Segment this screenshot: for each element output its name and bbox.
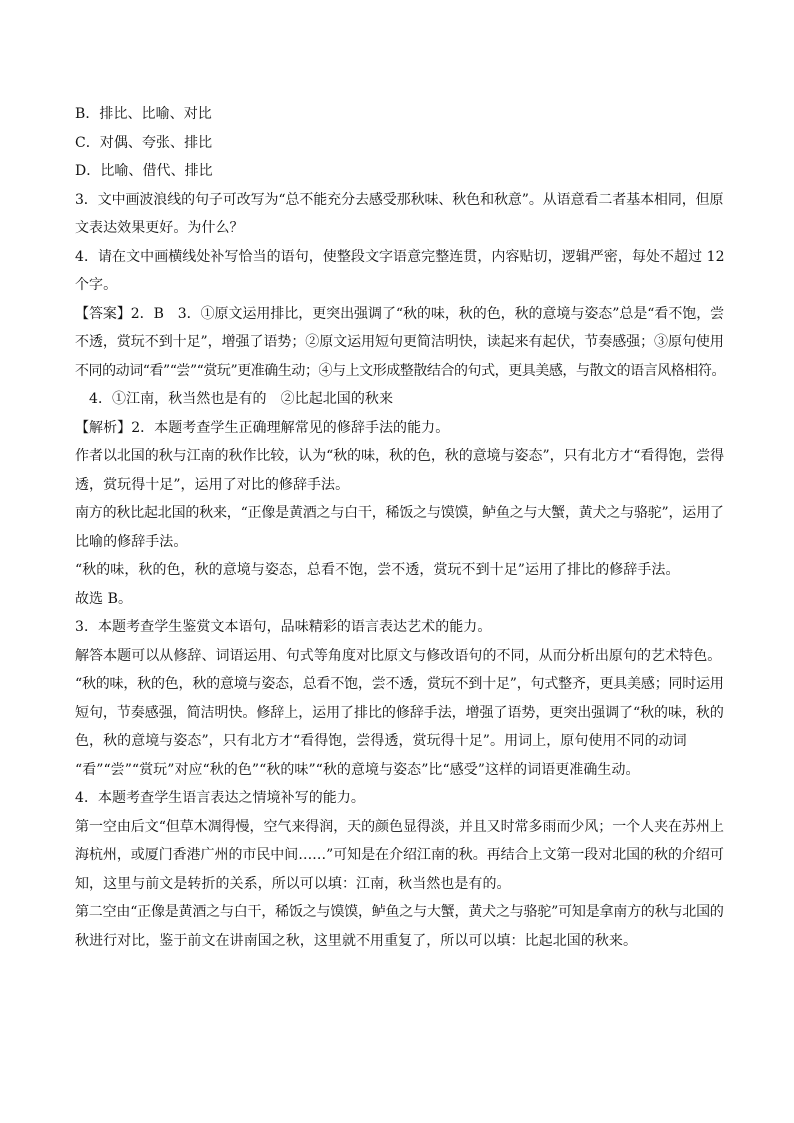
option-d: D．比喻、借代、排比 (75, 163, 213, 179)
analysis-line-11: 短句，节奏感强，简洁明快。修辞上，运用了排比的修辞手法，增强了语势，更突出强调了“秋的味，秋的 (75, 704, 724, 721)
analysis-line-16: 海杭州，或厦门香港广州的市民中间……”可知是在介绍江南的秋。再结合上文第一段对北国的秋的介绍可 (75, 847, 724, 863)
analysis-line-8: 3．本题考查学生鉴赏文本语句，品味精彩的语言表达艺术的能力。 (75, 619, 492, 635)
answer-line-2: 不透，赏玩不到十足”，增强了语势；②原文运用短句更简洁明快，读起来有起伏，节奏感强；③原句使用 (75, 334, 724, 350)
analysis-line-3: 透，赏玩得十足”，运用了对比的修辞手法。 (75, 476, 350, 493)
analysis-line-15: 第一空由后文“但草木凋得慢，空气来得润，天的颜色显得淡，并且又时常多雨而少风；一个人夹在苏州上 (75, 818, 724, 835)
option-c: C．对偶、夸张、排比 (75, 134, 213, 151)
analysis-line-17: 知，这里与前文是转折的关系，所以可以填：江南，秋当然也是有的。 (75, 875, 511, 892)
answer-line-1: 【答案】2．B 3．①原文运用排比，更突出强调了“秋的味，秋的色，秋的意境与姿态”总是“看不饱，尝 (75, 305, 725, 322)
analysis-line-19: 秋进行对比，鉴于前文在讲南国之秋，这里就不用重复了，所以可以填：比起北国的秋来。 (75, 932, 637, 949)
analysis-line-13: “看”“尝”“赏玩”对应“秋的色”“秋的味”“秋的意境与姿态”比“感受”这样的词语更准确生动。 (75, 761, 640, 778)
analysis-line-6: “秋的味，秋的色，秋的意境与姿态，总看不饱，尝不透，赏玩不到十足”运用了排比的修辞手法。 (75, 562, 680, 578)
analysis-line-4: 南方的秋比起北国的秋来，“正像是黄酒之与白干，稀饭之与馍馍，鲈鱼之与大蟹，黄犬之与骆驼”，运用了 (75, 505, 724, 521)
question-3-line-1: 3．文中画波浪线的句子可改写为“总不能充分去感受那秋味、秋色和秋意”。从语意看二者基本相同，但原 (75, 191, 724, 208)
analysis-line-9: 解答本题可以从修辞、词语运用、句式等角度对比原文与修改语句的不同，从而分析出原句的艺术特色。 (75, 647, 722, 664)
answer-line-3: 不同的动词“看”“尝”“赏玩”更准确生动；④与上文形成整散结合的句式，更具美感，与散文的语言风格相符。 (75, 362, 725, 379)
analysis-line-14: 4．本题考查学生语言表达之情境补写的能力。 (75, 790, 365, 806)
analysis-line-18: 第二空由“正像是黄酒之与白干，稀饭之与馍馍，鲈鱼之与大蟹，黄犬之与骆驼”可知是拿南方的秋与北国的 (75, 904, 724, 920)
analysis-line-10: “秋的味，秋的色，秋的意境与姿态，总看不饱，尝不透，赏玩不到十足”，句式整齐，更具美感；同时运用 (75, 676, 724, 692)
option-b: B．排比、比喻、对比 (75, 106, 212, 122)
analysis-line-7: 故选 B。 (75, 590, 132, 607)
question-3-line-2: 文表达效果更好。为什么？ (75, 220, 244, 236)
analysis-line-1: 【解析】2．本题考查学生正确理解常见的修辞手法的能力。 (75, 419, 450, 436)
question-4-line-1: 4．请在文中画横线处补写恰当的语句，使整段文字语意完整连贯，内容贴切，逻辑严密，每处不超过 12 (75, 248, 725, 265)
answer-line-4: 4．①江南，秋当然也是有的 ②比起北国的秋来 (89, 391, 394, 407)
question-4-line-2: 个字。 (75, 277, 118, 293)
analysis-line-12: 色，秋的意境与姿态”，只有北方才“看得饱，尝得透，赏玩得十足”。用词上，原句使用不同的动词 (75, 733, 687, 749)
analysis-line-2: 作者以北国的秋与江南的秋作比较，认为“秋的味，秋的色，秋的意境与姿态”，只有北方才“看得饱，尝得 (75, 448, 725, 464)
document-page (75, 100, 725, 955)
analysis-line-5: 比喻的修辞手法。 (75, 533, 188, 550)
